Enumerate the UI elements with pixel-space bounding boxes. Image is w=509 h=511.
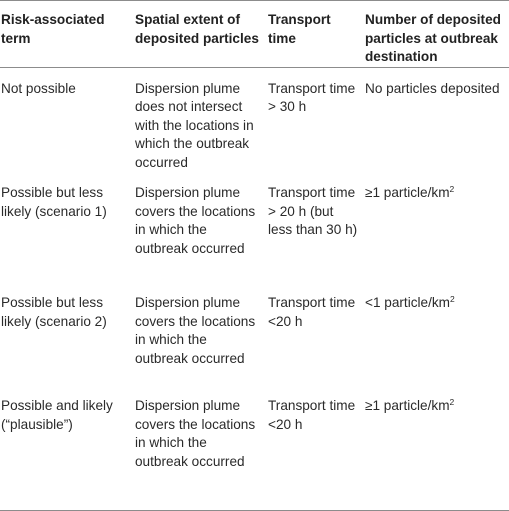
cell-deposited-particles bbox=[363, 385, 509, 510]
header-row bbox=[0, 1, 509, 68]
cell-risk-term: Not possible bbox=[1, 80, 76, 96]
cell-transport-time: Transport time <20 h bbox=[266, 385, 363, 510]
cell-spatial-extent: Dispersion plume does not intersect with the locations in which the outbreak occurred bbox=[135, 80, 254, 170]
cell-risk-term: Possible but less likely (scenario 1) bbox=[1, 185, 107, 219]
particles-exponent: 2 bbox=[450, 294, 455, 304]
table-row bbox=[0, 172, 509, 282]
cell-deposited-particles bbox=[363, 172, 509, 282]
cell-spatial-extent: Dispersion plume covers the locations in which the outbreak occurred bbox=[135, 295, 256, 366]
cell-deposited-particles bbox=[363, 282, 509, 385]
table-row bbox=[0, 385, 509, 510]
particles-value: ≥1 particle/km bbox=[365, 398, 450, 413]
cell-transport-time: Transport time > 20 h (but less than 30 h) bbox=[268, 185, 358, 237]
header-deposited-particles: Number of deposited particles at outbreak destination bbox=[363, 1, 509, 68]
header-risk-term: Risk-associated term bbox=[0, 1, 133, 68]
table-header bbox=[0, 1, 509, 68]
cell-risk-term: Possible but less likely (scenario 2) bbox=[1, 295, 107, 329]
particles-value: <1 particle/km bbox=[365, 295, 450, 310]
cell-risk-term: Possible and likely (“plausible”) bbox=[0, 385, 133, 510]
table-row bbox=[0, 282, 509, 385]
table-row bbox=[0, 67, 509, 172]
table-body bbox=[0, 67, 509, 510]
particles-exponent: 2 bbox=[449, 397, 455, 407]
particles-value: ≥1 particle/km bbox=[365, 185, 450, 200]
particles-exponent: 2 bbox=[449, 184, 455, 194]
cell-spatial-extent: Dispersion plume covers the locations in which the outbreak occurred bbox=[135, 185, 256, 256]
cell-deposited-particles: No particles deposited bbox=[365, 80, 500, 96]
cell-transport-time: Transport time <20 h bbox=[268, 295, 356, 329]
cell-transport-time: Transport time > 30 h bbox=[268, 80, 356, 114]
header-transport-time: Transport time bbox=[266, 1, 363, 68]
cell-spatial-extent: Dispersion plume covers the locations in which the outbreak occurred bbox=[133, 385, 266, 510]
header-spatial-extent: Spatial extent of deposited particles bbox=[133, 1, 266, 68]
